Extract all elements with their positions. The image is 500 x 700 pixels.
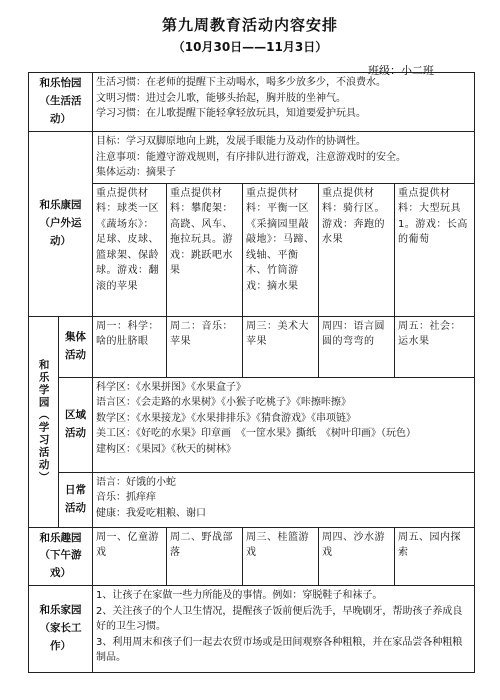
play-day: 周三、桂篮游戏	[243, 527, 319, 586]
area-line: 建构区：《果园》《秋天的树林》	[96, 443, 236, 455]
daily-line: 音乐：抓痒痒	[96, 492, 156, 503]
outdoor-zone: 重点提供材料：攀爬架：高跷、风车、拖拉玩具。游戏：跳跃吧水果	[167, 183, 243, 316]
home-content	[93, 586, 475, 673]
life-content	[93, 73, 475, 132]
area-activity-label: 区域活动	[59, 377, 93, 472]
area-content	[93, 377, 475, 472]
area-line: 科学区：《水果拼图》《水果盒子》	[96, 381, 246, 393]
home-label: 和乐家园（家长工作）	[29, 586, 93, 673]
daily-content	[93, 472, 475, 527]
group-day: 周三：美术大苹果	[243, 316, 319, 377]
outdoor-zone: 重点提供材料：骑行区。游戏：奔跑的水果	[319, 183, 395, 316]
date-range: （10月30日——11月3日）	[172, 40, 328, 54]
play-label: 和乐趣园（下午游戏）	[29, 527, 93, 586]
life-line: 学习习惯：在儿歌提醒下能轻拿轻放玩具，知道要爱护玩具。	[96, 108, 366, 119]
outdoor-line: 集体运动：摘果子	[96, 167, 176, 178]
class-label: 班级：小二班	[368, 64, 434, 77]
page-title: 第九周教育活动内容安排	[161, 16, 338, 34]
play-day: 周一、亿童游戏	[93, 527, 167, 586]
life-line: 生活习惯：在老师的提醒下主动喝水，喝多少放多少，不浪费水。	[96, 77, 386, 88]
play-row	[29, 527, 475, 586]
life-row	[29, 73, 475, 132]
group-day: 周五：社会：运水果	[395, 316, 475, 377]
outdoor-zone: 重点提供材料：球类一区《蔬场东》：足球、皮球、篮球架、保龄球。游戏：翻滚的苹果	[93, 183, 167, 316]
home-line: 2、关注孩子的个人卫生情况，提醒孩子饭前便后洗手，早晚刷牙，帮助孩子养成良好的卫生习惯。	[96, 605, 463, 633]
life-line: 文明习惯：进过会儿歌，能够头抬起，胸并肢的坐神气。	[96, 92, 346, 104]
group-day: 周一：科学：啥的肚脐眼	[93, 316, 167, 377]
group-activity-label: 集体活动	[59, 316, 93, 377]
outdoor-zones-row	[29, 183, 475, 316]
outdoor-zone: 重点提供材料：大型玩具1。游戏：长高的葡萄	[395, 183, 475, 316]
area-line: 语言区：《会走路的水果树》《小猴子吃桃子》《咔擦咔擦》	[96, 397, 351, 408]
outdoor-line: 注意事项：能遵守游戏规则，有序排队进行游戏，注意游戏时的安全。	[96, 151, 406, 163]
group-day: 周二：音乐：苹果	[167, 316, 243, 377]
home-row	[29, 586, 475, 673]
daily-activity-label: 日常活动	[59, 472, 93, 527]
outdoor-row	[29, 132, 475, 184]
daily-line: 语言：好饿的小蛇	[96, 476, 176, 488]
home-line: 1、让孩子在家做一些力所能及的事情。例如：穿脱鞋子和袜子。	[96, 590, 383, 602]
outdoor-line: 目标：学习双脚原地向上跳，发展手眼能力及动作的协调性。	[96, 136, 366, 147]
study-area-row	[29, 377, 475, 472]
daily-line: 健康：我爱吃粗粮、谢口	[96, 507, 206, 519]
play-day: 周二、野战部落	[167, 527, 243, 586]
study-label: 和乐学园（学习活动）	[29, 316, 59, 527]
life-label: 和乐怡园（生活活动）	[29, 73, 93, 132]
play-day: 周五、园内探索	[395, 527, 475, 586]
outdoor-goals	[93, 132, 475, 184]
schedule-table	[28, 72, 475, 673]
study-daily-row	[29, 472, 475, 527]
group-day: 周四：语言圆圆的弯弯的	[319, 316, 395, 377]
play-day: 周四、沙水游戏	[319, 527, 395, 586]
home-line: 3、利用周末和孩子们一起去农贸市场或是田间观察各种粗粮，并在家品尝各种粗粮制品。	[96, 636, 463, 664]
area-line: 美工区：《好吃的水果》印章画 《一筐水果》撕纸 《树叶印画》（玩色）	[96, 428, 416, 439]
outdoor-zone: 重点提供材料：平衡一区《采摘园里敲敲地》：马蹄、线轴、平衡木、竹筒游戏：摘水果	[243, 183, 319, 316]
area-line: 数学区：《水果接龙》《水果排排乐》《猜食游戏》《串项链》	[96, 412, 356, 424]
study-group-row	[29, 316, 475, 377]
outdoor-label: 和乐康园（户外运动）	[29, 132, 93, 317]
